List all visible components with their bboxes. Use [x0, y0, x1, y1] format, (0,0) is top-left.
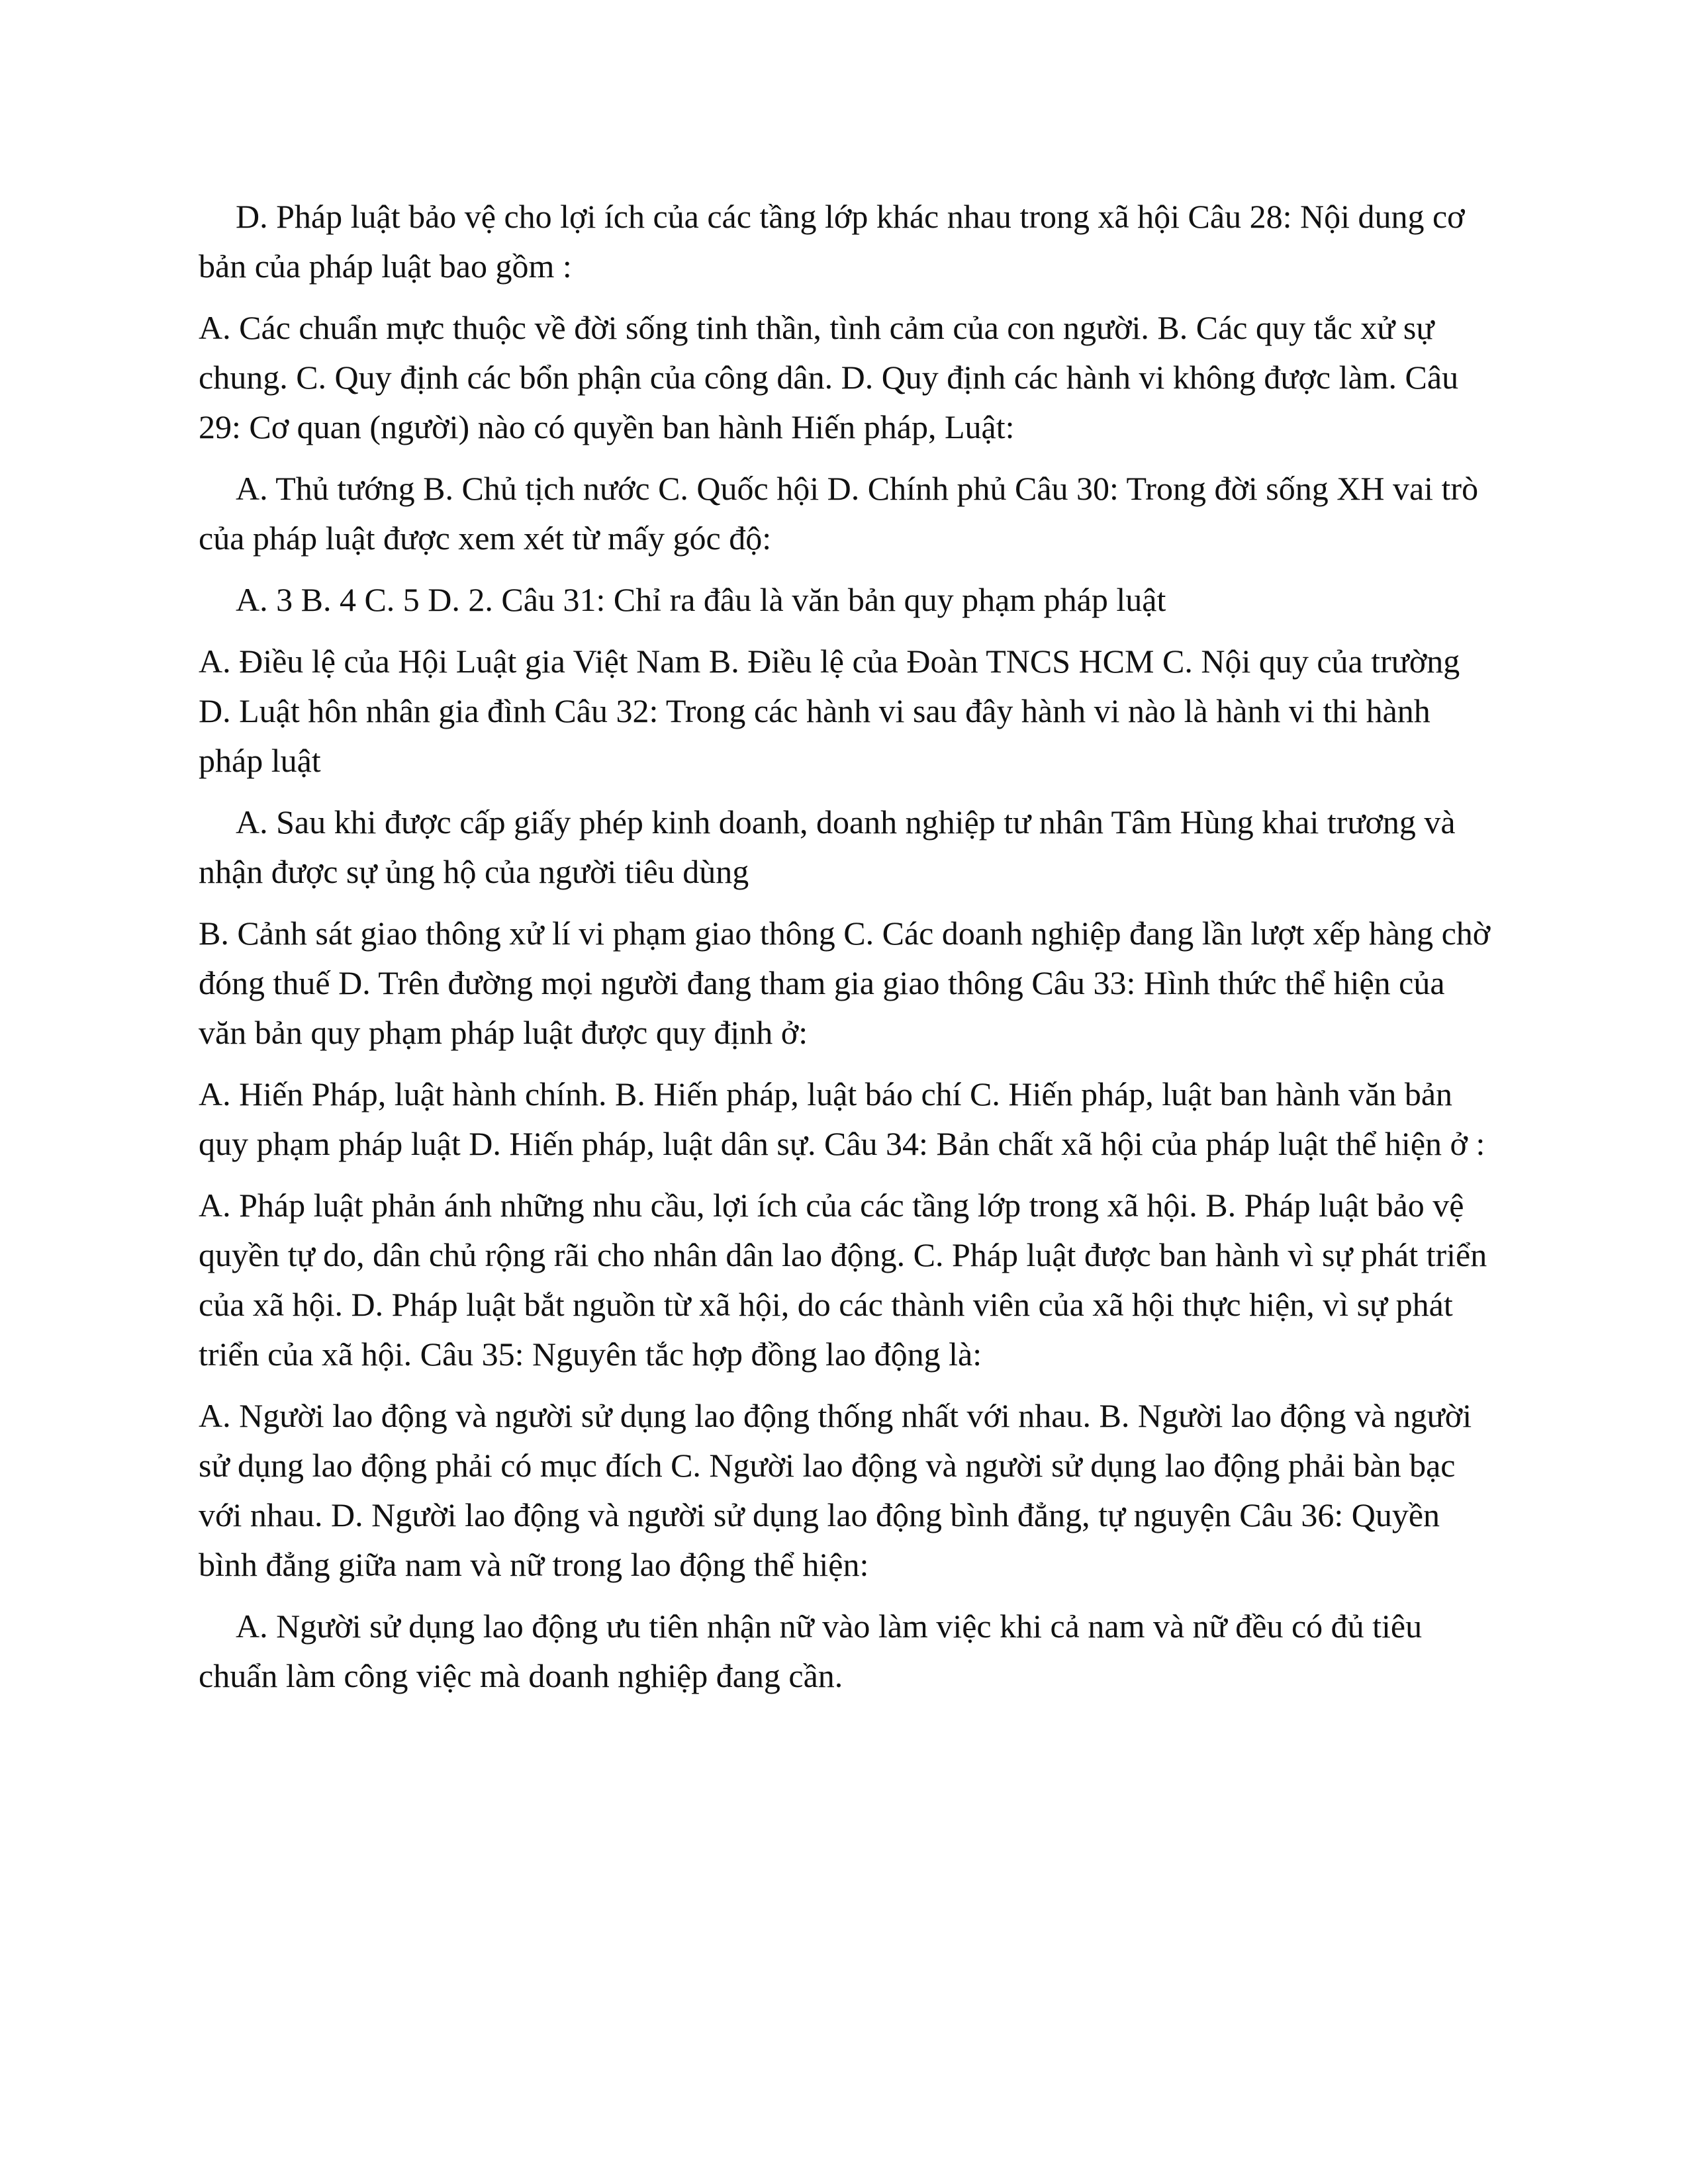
paragraph-10: A. Người lao động và người sử dụng lao động thống nhất với nhau. B. Người lao động và người sử dụng lao động phải có mục đích C. Người lao động và người sử dụng lao động phải bàn bạc với nhau. D. Người lao động và người sử dụng lao động bình đẳng, tự nguyện Câu 36: Quyền bình đẳng giữa nam và nữ trong lao động thể hiện: — [199, 1397, 1472, 1583]
paragraph-2: A. Các chuẩn mực thuộc về đời sống tinh thần, tình cảm của con người. B. Các quy tắc xử sự chung. C. Quy định các bổn phận của công dân. D. Quy định các hành vi không được làm. Câu 29: Cơ quan (người) nào có quyền ban hành Hiến pháp, Luật: — [199, 309, 1459, 445]
paragraph-7: B. Cảnh sát giao thông xử lí vi phạm giao thông C. Các doanh nghiệp đang lần lượt xếp hàng chờ đóng thuế D. Trên đường mọi người đang tham gia giao thông Câu 33: Hình thức thể hiện của văn bản quy phạm pháp luật được quy định ở: — [199, 915, 1491, 1051]
document-body — [199, 192, 1496, 1713]
paragraph-1: D. Pháp luật bảo vệ cho lợi ích của các tầng lớp khác nhau trong xã hội Câu 28: Nội dung cơ bản của pháp luật bao gồm : — [199, 198, 1465, 285]
paragraph-4: A. 3 B. 4 C. 5 D. 2. Câu 31: Chỉ ra đâu là văn bản quy phạm pháp luật — [236, 581, 1166, 618]
paragraph-6: A. Sau khi được cấp giấy phép kinh doanh, doanh nghiệp tư nhân Tâm Hùng khai trương và nhận được sự ủng hộ của người tiêu dùng — [199, 803, 1456, 890]
paragraph-9: A. Pháp luật phản ánh những nhu cầu, lợi ích của các tầng lớp trong xã hội. B. Pháp luật bảo vệ quyền tự do, dân chủ rộng rãi cho nhân dân lao động. C. Pháp luật được ban hành vì sự phát triển của xã hội. D. Pháp luật bắt nguồn từ xã hội, do các thành viên của xã hội thực hiện, vì sự phát triển của xã hội. Câu 35: Nguyên tắc hợp đồng lao động là: — [199, 1187, 1487, 1373]
paragraph-5: A. Điều lệ của Hội Luật gia Việt Nam B. Điều lệ của Đoàn TNCS HCM C. Nội quy của trường D. Luật hôn nhân gia đình Câu 32: Trong các hành vi sau đây hành vi nào là hành vi thi hành pháp luật — [199, 643, 1460, 779]
paragraph-11: A. Người sử dụng lao động ưu tiên nhận nữ vào làm việc khi cả nam và nữ đều có đủ tiêu chuẩn làm công việc mà doanh nghiệp đang cần. — [199, 1608, 1423, 1694]
paragraph-3: A. Thủ tướng B. Chủ tịch nước C. Quốc hội D. Chính phủ Câu 30: Trong đời sống XH vai trò của pháp luật được xem xét từ mấy góc độ: — [199, 470, 1479, 557]
paragraph-8: A. Hiến Pháp, luật hành chính. B. Hiến pháp, luật báo chí C. Hiến pháp, luật ban hành văn bản quy phạm pháp luật D. Hiến pháp, luật dân sự. Câu 34: Bản chất xã hội của pháp luật thể hiện ở : — [199, 1075, 1485, 1162]
